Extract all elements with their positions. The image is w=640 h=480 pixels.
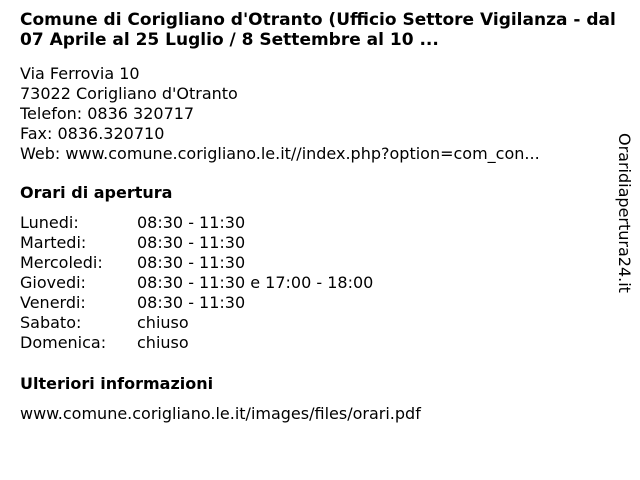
day-label: Mercoledi: xyxy=(20,253,103,272)
address-block xyxy=(20,64,610,164)
day-hours: chiuso xyxy=(137,313,189,332)
phone-number: Telefon: 0836 320717 xyxy=(20,104,195,123)
day-hours: 08:30 - 11:30 xyxy=(137,293,246,312)
street-address: Via Ferrovia 10 xyxy=(20,64,140,83)
postal-city: 73022 Corigliano d'Otranto xyxy=(20,84,238,103)
site-watermark: Oraridiapertura24.it xyxy=(615,133,634,293)
day-hours: 08:30 - 11:30 e 17:00 - 18:00 xyxy=(137,273,374,292)
fax-number: Fax: 0836.320710 xyxy=(20,124,165,143)
day-hours: 08:30 - 11:30 xyxy=(137,253,246,272)
day-label: Lunedi: xyxy=(20,213,79,232)
day-hours: 08:30 - 11:30 xyxy=(137,233,246,252)
more-info-heading: Ulteriori informazioni xyxy=(20,374,214,393)
day-label: Giovedi: xyxy=(20,273,86,292)
website-link[interactable]: Web: www.comune.corigliano.le.it//index.php?option=com_con... xyxy=(20,144,540,163)
day-label: Sabato: xyxy=(20,313,82,332)
day-hours: chiuso xyxy=(137,333,189,352)
day-label: Martedi: xyxy=(20,233,87,252)
day-label: Venerdi: xyxy=(20,293,86,312)
opening-hours-heading: Orari di apertura xyxy=(20,183,173,202)
day-label: Domenica: xyxy=(20,333,107,352)
pdf-link[interactable]: www.comune.corigliano.le.it/images/files/orari.pdf xyxy=(20,404,421,423)
page-title: Comune di Corigliano d'Otranto (Ufficio Settore Vigilanza - dal 07 Aprile al 25 Luglio / 8 Settembre al 10 ... xyxy=(20,10,616,50)
day-hours: 08:30 - 11:30 xyxy=(137,213,246,232)
